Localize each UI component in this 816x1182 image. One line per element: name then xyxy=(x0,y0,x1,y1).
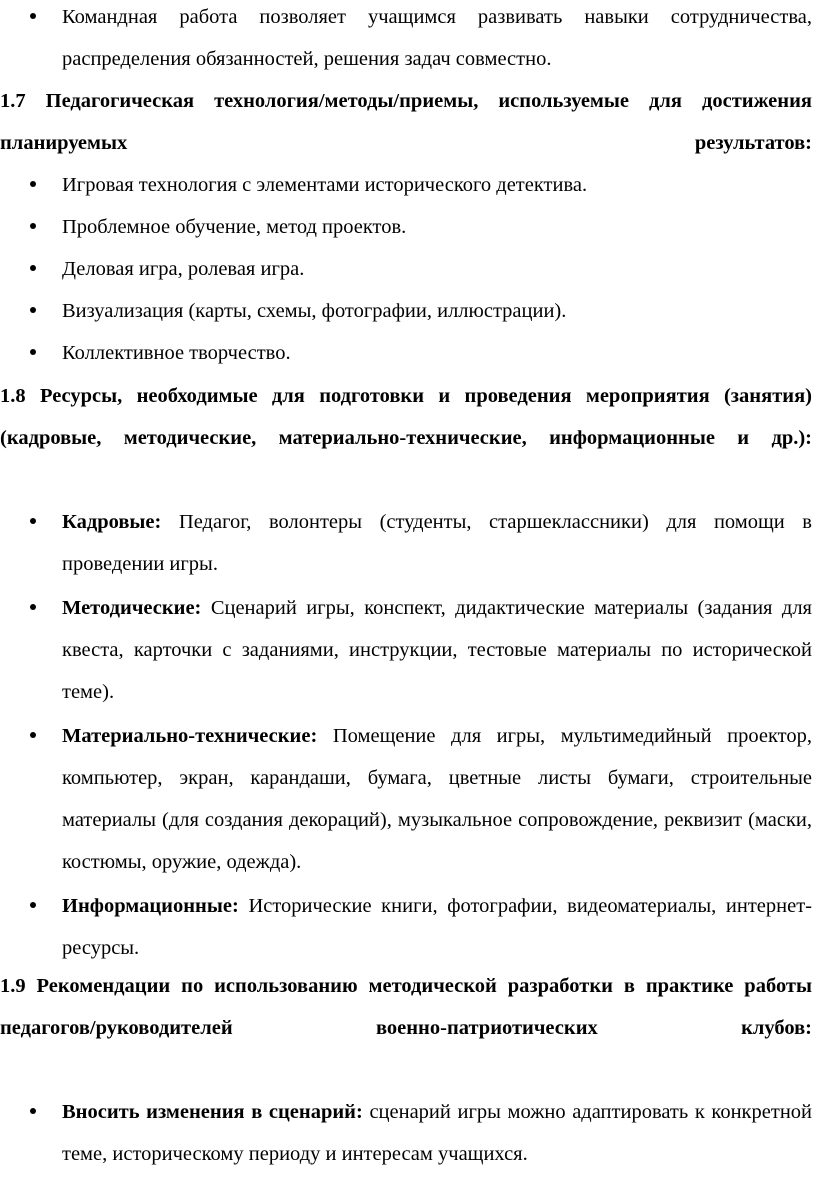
list-item-text: Коллективное творчество. xyxy=(62,342,291,364)
list-item-text: Проблемное обучение, метод проектов. xyxy=(62,216,407,238)
section-1-8-list xyxy=(0,501,816,969)
list-item xyxy=(0,1091,816,1175)
list-item-text: Визуализация (карты, схемы, фотографии, иллюстрации). xyxy=(62,300,567,322)
list-item-label: Вносить изменения в сценарий: xyxy=(62,1101,363,1123)
list-item-text: Исторические книги, фотографии, видеоматериалы, интернет-ресурсы. xyxy=(62,895,813,959)
list-item-text: Сценарий игры, конспект, дидактические материалы (задания для квеста, карточки с заданиями, инструкции, тестовые материалы по исторической теме). xyxy=(62,597,812,703)
section-1-7-list xyxy=(0,164,816,374)
section-1-9-list xyxy=(0,1091,816,1175)
bullet-icon xyxy=(30,732,36,738)
bullet-icon xyxy=(30,902,36,908)
section-heading-1-9: 1.9 Рекомендации по использованию методической разработки в практике работы педагогов/руководителей военно-патриотических клубов: xyxy=(0,975,812,1039)
list-item xyxy=(0,206,816,248)
list-item-text: Педагог, волонтеры (студенты, старшеклассники) для помощи в проведении игры. xyxy=(62,511,812,575)
list-item xyxy=(0,164,816,206)
bullet-icon xyxy=(30,349,36,355)
list-item-text: сценарий игры можно адаптировать к конкретной теме, историческому периоду и интересам учащихся. xyxy=(62,1101,813,1165)
list-item xyxy=(0,290,816,332)
list-item-text: Помещение для игры, мультимедийный проектор, компьютер, экран, карандаши, бумага, цветные листы бумаги, строительные материалы (для создания декораций), музыкальное сопровождение, реквизит (маски, костюмы, оружие, одежда). xyxy=(62,725,812,873)
intro-list xyxy=(0,0,816,80)
bullet-icon xyxy=(30,307,36,313)
list-item-label: Материально-технические: xyxy=(62,725,318,747)
bullet-icon xyxy=(30,518,36,524)
bullet-icon xyxy=(30,13,36,19)
bullet-icon xyxy=(30,265,36,271)
list-item xyxy=(0,715,816,883)
list-item xyxy=(0,501,816,585)
section-heading-1-7: 1.7 Педагогическая технология/методы/приемы, используемые для достижения планируемых результатов: xyxy=(0,90,812,154)
list-item-text: Командная работа позволяет учащимся развивать навыки сотрудничества, распределения обязанностей, решения задач совместно. xyxy=(62,6,812,70)
list-item xyxy=(0,248,816,290)
list-item-label: Кадровые: xyxy=(62,511,162,533)
list-item xyxy=(0,587,816,713)
list-item xyxy=(0,0,816,80)
list-item-text: Деловая игра, ролевая игра. xyxy=(62,258,305,280)
list-item xyxy=(0,332,816,374)
bullet-icon xyxy=(30,1108,36,1114)
list-item-label: Методические: xyxy=(62,597,202,619)
bullet-icon xyxy=(30,181,36,187)
list-item-label: Информационные: xyxy=(62,895,239,917)
section-heading-1-8: 1.8 Ресурсы, необходимые для подготовки и проведения мероприятия (занятия) (кадровые, методические, материально-технические, информационные и др.): xyxy=(0,385,812,449)
list-item xyxy=(0,885,816,969)
bullet-icon xyxy=(30,604,36,610)
list-item-text: Игровая технология с элементами исторического детектива. xyxy=(62,174,588,196)
bullet-icon xyxy=(30,223,36,229)
